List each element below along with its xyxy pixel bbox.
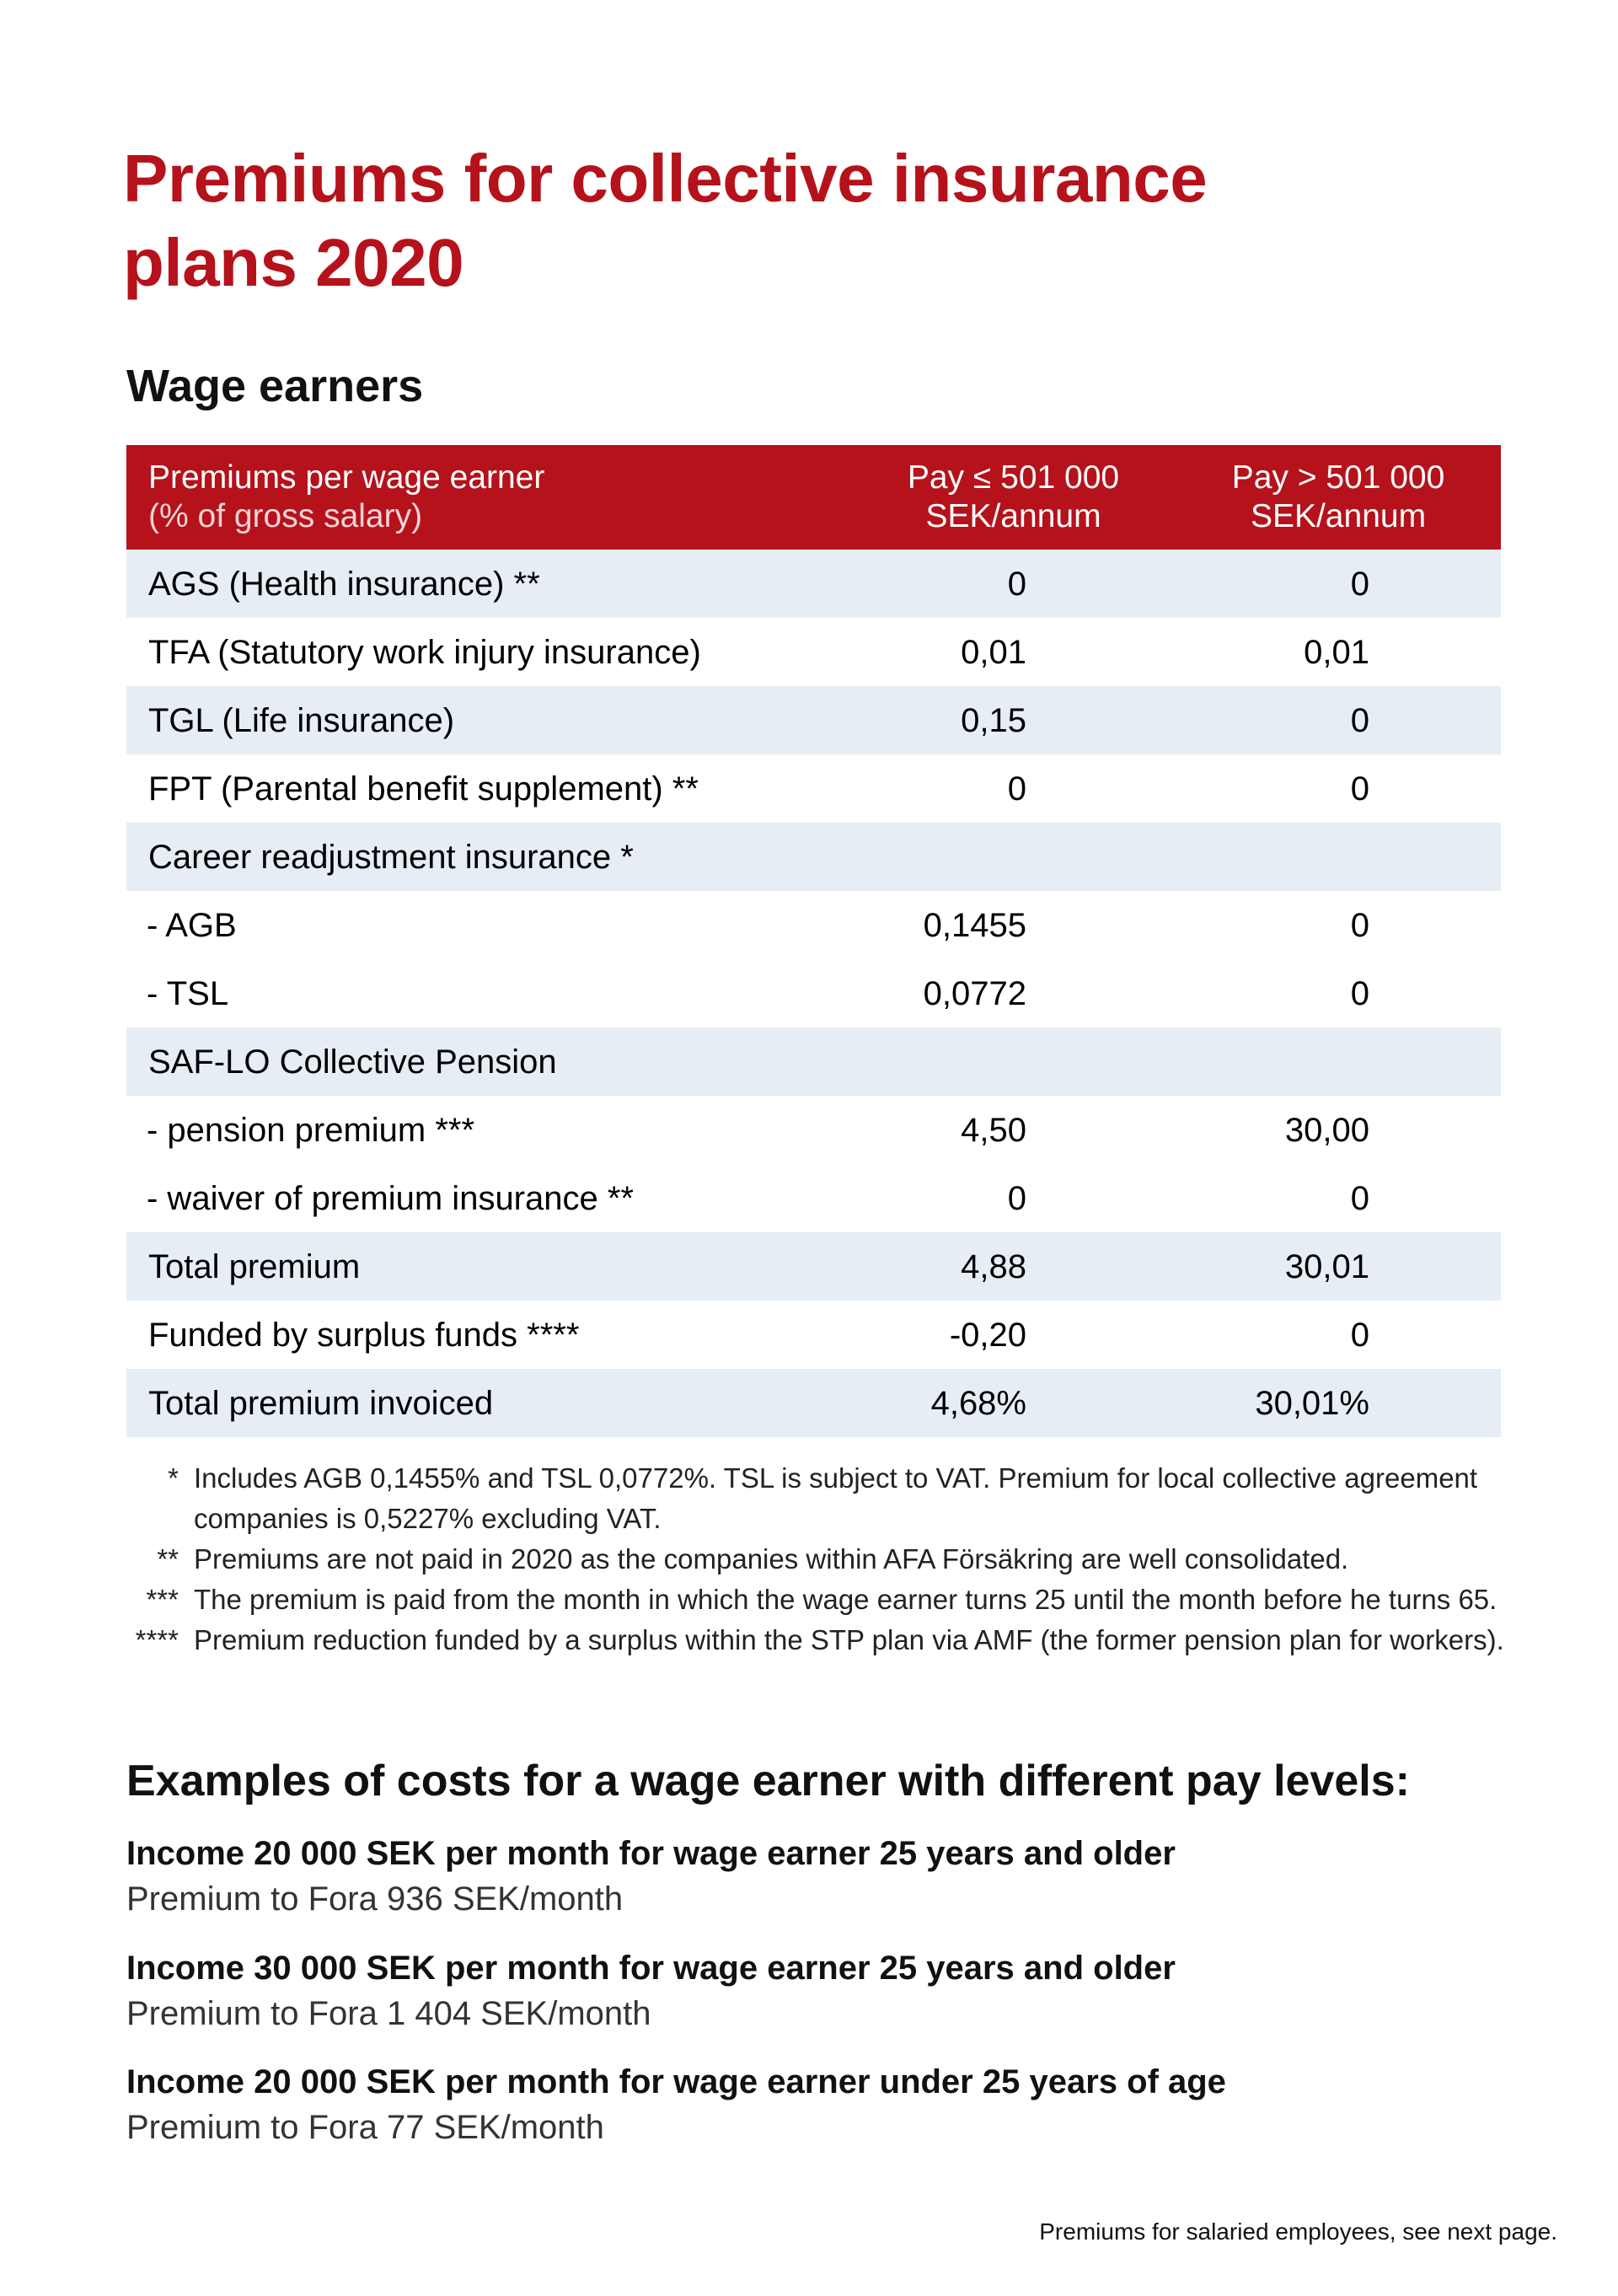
table-row bbox=[126, 1164, 1501, 1232]
footnotes bbox=[126, 1458, 1517, 1660]
row-label: - waiver of premium insurance ** bbox=[147, 1179, 634, 1217]
row-value-low-pay: 4,50 bbox=[961, 1111, 1026, 1149]
example-title: Income 20 000 SEK per month for wage earner 25 years and older bbox=[126, 1835, 1176, 1872]
footnote-mark: ** bbox=[157, 1543, 179, 1574]
section-heading-wage-earners: Wage earners bbox=[126, 361, 424, 411]
row-value-high-pay: 0 bbox=[1350, 1316, 1369, 1354]
footnote bbox=[126, 1580, 1517, 1620]
table-row bbox=[126, 891, 1501, 959]
header-pay-below-threshold bbox=[851, 445, 1176, 550]
cost-example bbox=[126, 1945, 1517, 2036]
row-label: TGL (Life insurance) bbox=[148, 701, 455, 739]
table-row-group-header bbox=[126, 1027, 1501, 1096]
table-header-row bbox=[126, 445, 1501, 550]
row-value-low-pay bbox=[851, 1027, 1176, 1096]
cost-example bbox=[126, 1831, 1517, 1922]
table-row bbox=[126, 754, 1501, 823]
row-value-high-pay: 30,00 bbox=[1284, 1111, 1369, 1149]
cost-example bbox=[126, 2059, 1517, 2150]
row-value-low-pay: 0,15 bbox=[961, 701, 1026, 739]
example-title: Income 20 000 SEK per month for wage earner under 25 years of age bbox=[126, 2063, 1226, 2100]
row-value-high-pay: 0 bbox=[1350, 1179, 1369, 1217]
footnote-mark: * bbox=[168, 1462, 179, 1494]
header-col3-line1: Pay > 501 000 bbox=[1231, 459, 1445, 496]
footnote-text: Premiums are not paid in 2020 as the companies within AFA Försäkring are well consolidated. bbox=[194, 1543, 1349, 1574]
row-value-high-pay bbox=[1176, 1027, 1501, 1096]
row-label: Total premium bbox=[148, 1247, 361, 1285]
footnote bbox=[126, 1539, 1517, 1580]
table-row bbox=[126, 686, 1501, 754]
row-value-low-pay: 0,1455 bbox=[923, 906, 1026, 944]
header-col1-title: Premiums per wage earner bbox=[148, 459, 545, 496]
footnote bbox=[126, 1620, 1517, 1660]
row-value-high-pay bbox=[1176, 823, 1501, 891]
row-value-low-pay: 0 bbox=[1007, 565, 1026, 603]
table-row-total-invoiced bbox=[126, 1369, 1501, 1437]
footnote-text: Includes AGB 0,1455% and TSL 0,0772%. TSL is subject to VAT. Premium for local collective agreement companies is 0,5227% excluding VAT. bbox=[194, 1462, 1478, 1534]
row-value-high-pay: 0 bbox=[1350, 701, 1369, 739]
row-label: Career readjustment insurance * bbox=[148, 838, 634, 876]
row-value-low-pay: 0,01 bbox=[961, 633, 1026, 671]
footer-note: Premiums for salaried employees, see next page. bbox=[1039, 2218, 1557, 2245]
row-value-high-pay: 0 bbox=[1350, 565, 1369, 603]
row-value-high-pay: 0 bbox=[1350, 770, 1369, 807]
row-value-high-pay: 0,01 bbox=[1304, 633, 1369, 671]
row-value-low-pay: 4,68% bbox=[930, 1384, 1026, 1422]
row-label: - TSL bbox=[147, 974, 229, 1012]
header-col1-subtitle: (% of gross salary) bbox=[148, 498, 423, 534]
row-value-low-pay: 4,88 bbox=[961, 1247, 1026, 1285]
table-row bbox=[126, 550, 1501, 618]
row-value-low-pay: 0 bbox=[1007, 1179, 1026, 1217]
row-value-high-pay: 0 bbox=[1350, 906, 1369, 944]
table-row bbox=[126, 618, 1501, 686]
header-col2-line1: Pay ≤ 501 000 bbox=[907, 459, 1120, 496]
row-value-low-pay bbox=[851, 823, 1176, 891]
premium-table bbox=[126, 445, 1501, 1437]
footnote-text: The premium is paid from the month in which the wage earner turns 25 until the month before he turns 65. bbox=[194, 1584, 1497, 1615]
row-value-low-pay: 0 bbox=[1007, 770, 1026, 807]
row-label: - pension premium *** bbox=[147, 1111, 475, 1149]
footnote-mark: **** bbox=[135, 1624, 179, 1655]
example-premium: Premium to Fora 1 404 SEK/month bbox=[126, 1995, 651, 2032]
header-col2-line2: SEK/annum bbox=[925, 498, 1101, 534]
row-value-high-pay: 30,01% bbox=[1255, 1384, 1369, 1422]
example-premium: Premium to Fora 77 SEK/month bbox=[126, 2109, 604, 2146]
example-title: Income 30 000 SEK per month for wage earner 25 years and older bbox=[126, 1950, 1176, 1987]
examples-heading: Examples of costs for a wage earner with different pay levels: bbox=[126, 1757, 1410, 1805]
header-col3-line2: SEK/annum bbox=[1250, 498, 1427, 534]
page-title: Premiums for collective insurance plans 2020 bbox=[123, 141, 1208, 300]
table-row bbox=[126, 1096, 1501, 1164]
table-row-group-header bbox=[126, 823, 1501, 891]
row-value-high-pay: 0 bbox=[1350, 974, 1369, 1012]
row-label: SAF-LO Collective Pension bbox=[148, 1043, 557, 1081]
row-value-low-pay: 0,0772 bbox=[923, 974, 1026, 1012]
row-value-low-pay: -0,20 bbox=[949, 1316, 1026, 1354]
header-premiums-per-wage-earner bbox=[126, 445, 851, 550]
example-premium: Premium to Fora 936 SEK/month bbox=[126, 1880, 624, 1918]
row-label: Total premium invoiced bbox=[148, 1384, 494, 1422]
table-row bbox=[126, 1301, 1501, 1369]
row-label: TFA (Statutory work injury insurance) bbox=[148, 633, 701, 671]
table-row bbox=[126, 959, 1501, 1027]
header-pay-above-threshold bbox=[1176, 445, 1501, 550]
row-label: Funded by surplus funds **** bbox=[148, 1316, 580, 1354]
row-label: AGS (Health insurance) ** bbox=[148, 565, 540, 603]
row-label: FPT (Parental benefit supplement) ** bbox=[148, 770, 699, 807]
table-row-total bbox=[126, 1232, 1501, 1301]
row-label: - AGB bbox=[147, 906, 237, 944]
footnote-mark: *** bbox=[146, 1584, 179, 1615]
row-value-high-pay: 30,01 bbox=[1284, 1247, 1369, 1285]
footnote bbox=[126, 1458, 1517, 1539]
footnote-text: Premium reduction funded by a surplus within the STP plan via AMF (the former pension plan for workers). bbox=[194, 1624, 1504, 1655]
